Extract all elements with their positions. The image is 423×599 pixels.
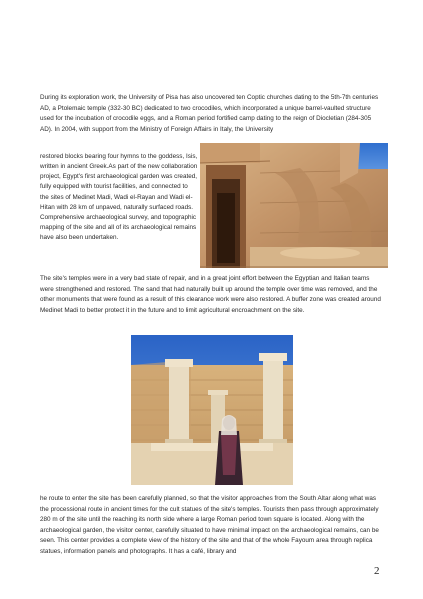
paragraph-pisa-exploration: During its exploration work, the University of Pisa has also uncovered ten Coptic churches dating to the 5th-7th centuries AD, a Ptolemaic temple (332-30 BC) dedicated to two crocodiles, which incorporated a unique barrel-vaulted structure used for the incubation of crocodile eggs, and a Roman period fortified camp dating to the reign of Diocletian (284-305 AD). In 2004, with support from the Ministry of Foreign Affairs in Italy, the University [40, 94, 379, 133]
temple-relief-photo [200, 143, 388, 268]
paragraph-restored-blocks: restored blocks bearing four hymns to the goddess, Isis, written in ancient Greek.As part of the new collaboration project, Egypt's first archaeological garden was created, fully equipped with tourist facilities, and connected to the sites of Medinet Madi, Wadi el-Rayan and Wadi el-Hitan with 28 km of unpaved, naturally surfaced roads. Comprehensive archaeological survey, and topographic mapping of the site and all of its archaeological remains have also been undertaken. [40, 153, 198, 242]
paragraph-temple-restoration: The site's temples were in a very bad state of repair, and in a great joint effort between the Egyptian and Italian teams were strengthened and restored. The sand that had naturally built up around the temple over time was removed, and the other monuments that were found as a result of this clearance work were also restored. A buffer zone was created around Medinet Madi to better protect it in the future and to limit agricultural encroachment on the site. [40, 275, 381, 314]
paragraph-visitor-route: he route to enter the site has been carefully planned, so that the visitor approaches from the South Altar along what was the processional route in ancient times for the cult statues of the site's temples. Tourists then pass through approximately 280 m of the site until the reaching its north side where a large Roman period town square is located. Along with the archaeological garden, the visitor center, carefully situated to have minimal impact on the archaeological remains, can be seen. This center provides a complete view of the history of the site and that of the whole Fayoum area through replica statues, information panels and photographs. It has a café, library and [40, 495, 379, 555]
temple-columns-visitor-photo [131, 335, 293, 485]
page-number: 2 [374, 565, 380, 577]
